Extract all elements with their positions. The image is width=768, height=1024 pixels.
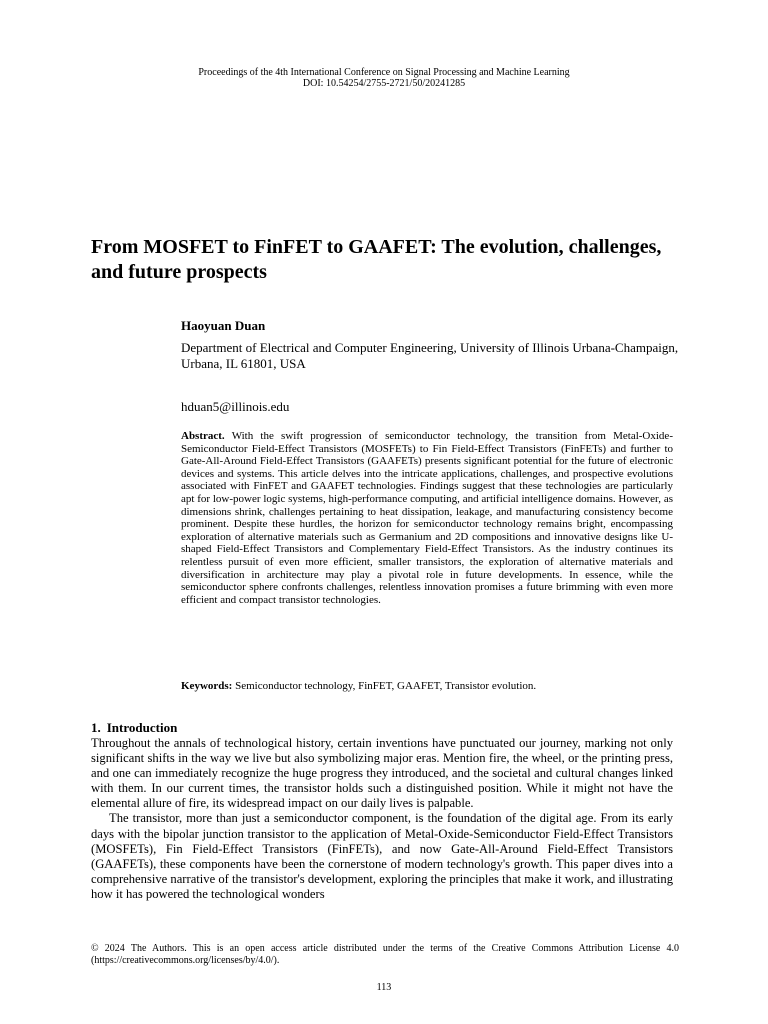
body-text xyxy=(91,736,673,902)
section-number: 1. xyxy=(91,720,101,735)
abstract xyxy=(181,430,673,606)
page-number: 113 xyxy=(376,982,392,993)
author-affiliation: Department of Electrical and Computer Engineering, University of Illinois Urbana-Champaign, Urbana, IL 61801, USA xyxy=(181,340,679,371)
paper-title: From MOSFET to FinFET to GAAFET: The evolution, challenges, and future prospects xyxy=(91,236,662,283)
doi: DOI: 10.54254/2755-2721/50/20241285 xyxy=(302,78,466,89)
keywords-text: Semiconductor technology, FinFET, GAAFET, Transistor evolution. xyxy=(235,680,537,692)
author-name: Haoyuan Duan xyxy=(181,318,266,333)
author-email: hduan5@illinois.edu xyxy=(181,399,290,414)
section-heading xyxy=(91,720,177,736)
abstract-text: With the swift progression of semiconductor technology, the transition from Metal-Oxide-Semiconductor Field-Effect Transistors (MOSFETs) to Fin Field-Effect Transistors (FinFETs) and further to Gate-All-Around Field-Effect Transistors (GAAFETs) presents significant potential for the future of electronic devices and systems. This article delves into the intricate applications, challenges, and prospective evolutions associated with FinFET and GAAFET technologies. Findings suggest that these technologies are particularly apt for low-power logic systems, high-performance computing, and artificial intelligence domains. However, as dimensions shrink, challenges pertaining to heat dissipation, leakage, and manufacturing consistency become prominent. Despite these hurdles, the horizon for semiconductor technology remains bright, encompassing exploration of alternative materials such as Germanium and 2D compositions and innovative designs like U-shaped Field-Effect Transistors and Complementary Field-Effect Transistors. As the industry continues its relentless pursuit of even more efficient, smaller transistors, the exploration of alternative materials and diversification in architecture may play a pivotal role in future developments. In essence, while the semiconductor sphere confronts challenges, relentless innovation promises a future brimming with even more efficient and compact transistor technologies. xyxy=(181,430,673,606)
paragraph: Throughout the annals of technological history, certain inventions have punctuated our journey, marking not only significant shifts in the way we live but also symbolizing major eras. Mention fire, the wheel, or the printing press, and one can immediately recognize the huge progress they introduced, and the societal and cultural changes linked with them. In our current times, the transistor holds such a distinguished position. While it might not have the elemental allure of fire, its widespread impact on our daily lives is palpable. xyxy=(91,736,673,811)
keywords-label: Keywords: xyxy=(181,680,233,692)
keywords xyxy=(181,680,673,693)
license-footnote: © 2024 The Authors. This is an open access article distributed under the terms of the Creative Commons Attribution License 4.0 (https://creativecommons.org/licenses/by/4.0/). xyxy=(91,943,679,966)
abstract-label: Abstract. xyxy=(181,430,225,442)
conference-name: Proceedings of the 4th International Conference on Signal Processing and Machine Learning xyxy=(198,67,570,78)
paragraph: The transistor, more than just a semiconductor component, is the foundation of the digital age. From its early days with the bipolar junction transistor to the application of Metal-Oxide-Semiconductor Field-Effect Transistors (MOSFETs), Fin Field-Effect Transistors (FinFETs), and now Gate-All-Around Field-Effect Transistors (GAAFETs), these components have been the cornerstone of modern technology's growth. This paper dives into a comprehensive narrative of the transistor's development, exploring the principles that make it work, and illustrating how it has powered the technological wonders xyxy=(91,811,673,901)
running-header xyxy=(0,67,768,89)
section-title: Introduction xyxy=(106,720,178,735)
